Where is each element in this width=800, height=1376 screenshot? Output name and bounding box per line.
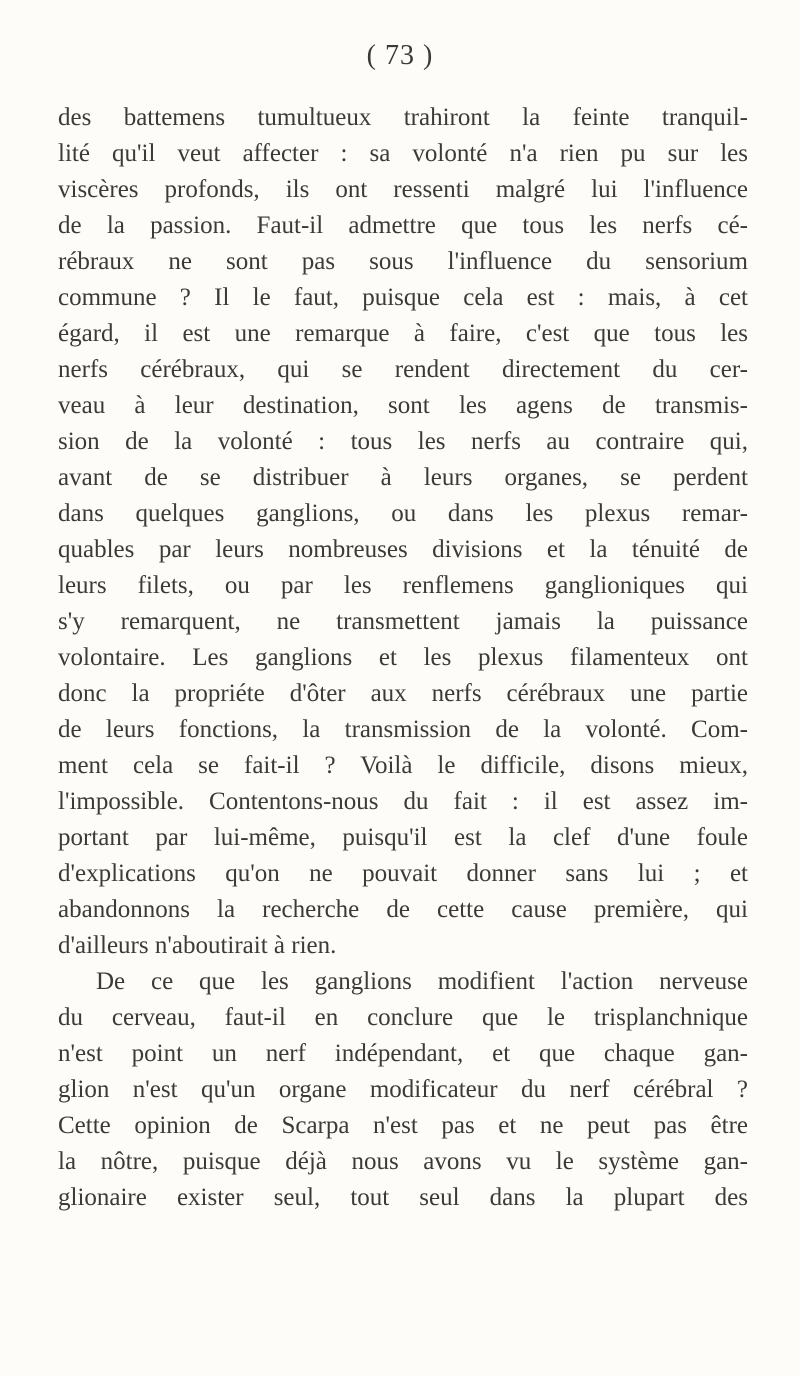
text-line: Cette opinion de Scarpa n'est pas et ne peut pas être [58,1112,748,1139]
page-number: ( 73 ) [366,40,434,71]
text-line: des battemens tumultueux trahiront la feinte tranquil- [58,104,748,131]
text-line: De ce que les ganglions modifient l'action nerveuse [96,968,748,995]
text-line: sion de la volonté : tous les nerfs au contraire qui, [58,428,748,455]
text-line: abandonnons la recherche de cette cause première, qui [58,896,748,923]
text-line: s'y remarquent, ne transmettent jamais la puissance [58,608,748,635]
text-line: glion n'est qu'un organe modificateur du nerf cérébral ? [58,1076,748,1103]
text-line: ment cela se fait-il ? Voilà le difficile, disons mieux, [58,752,748,779]
text-line: égard, il est une remarque à faire, c'est que tous les [58,320,748,347]
text-line: rébraux ne sont pas sous l'influence du sensorium [58,248,748,275]
text-line: quables par leurs nombreuses divisions et la ténuité de [58,536,748,563]
text-line: d'ailleurs n'aboutirait à rien. [58,932,337,959]
text-line: donc la propriéte d'ôter aux nerfs cérébraux une partie [58,680,748,707]
text-line: du cerveau, faut-il en conclure que le trisplanchnique [58,1004,748,1031]
text-line: l'impossible. Contentons-nous du fait : il est assez im- [58,788,748,815]
text-line: la nôtre, puisque déjà nous avons vu le système gan- [58,1148,748,1175]
text-line: d'explications qu'on ne pouvait donner sans lui ; et [58,860,748,887]
text-line: commune ? Il le faut, puisque cela est : mais, à cet [58,284,748,311]
text-line: viscères profonds, ils ont ressenti malgré lui l'influence [58,176,748,203]
paragraph-1 [58,100,748,964]
paragraph-2 [58,964,748,1216]
text-line: avant de se distribuer à leurs organes, se perdent [58,464,748,491]
text-line: n'est point un nerf indépendant, et que chaque gan- [58,1040,748,1067]
text-line: de la passion. Faut-il admettre que tous les nerfs cé- [58,212,748,239]
text-line: dans quelques ganglions, ou dans les plexus remar- [58,500,748,527]
text-line: volontaire. Les ganglions et les plexus filamenteux ont [58,644,748,671]
text-line: veau à leur destination, sont les agens de transmis- [58,392,748,419]
text-line: leurs filets, ou par les renflemens ganglioniques qui [58,572,748,599]
text-line: nerfs cérébraux, qui se rendent directement du cer- [58,356,748,383]
text-line: glionaire exister seul, tout seul dans la plupart des [58,1184,748,1211]
text-line: de leurs fonctions, la transmission de la volonté. Com- [58,716,748,743]
body-text [58,100,748,1216]
text-line: portant par lui-même, puisqu'il est la clef d'une foule [58,824,748,851]
text-line: lité qu'il veut affecter : sa volonté n'a rien pu sur les [58,140,748,167]
